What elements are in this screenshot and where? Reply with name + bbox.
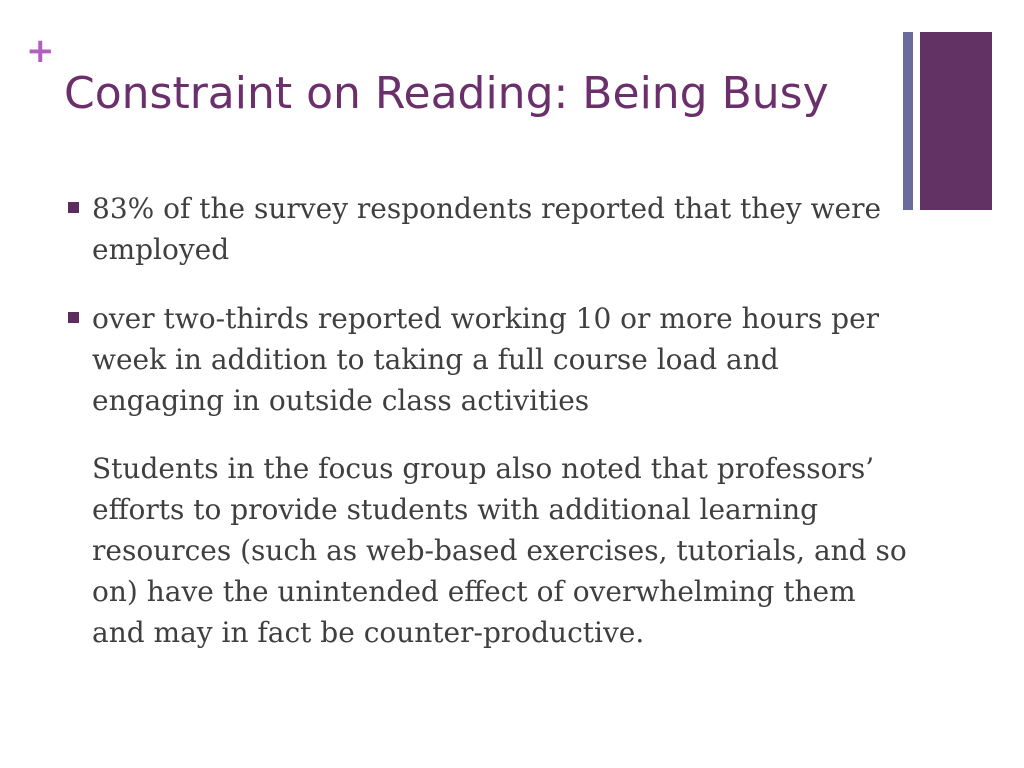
square-bullet-icon [68,202,79,213]
decorative-thin-bar [903,32,913,210]
slide-title: Constraint on Reading: Being Busy [64,68,829,119]
body-paragraph: Students in the focus group also noted that professors’ efforts to provide students with additional learning resources (such as web-based exercises, tutorials, and so on) have the unintended effect of overwhelming them and may in fact be counter-productive. [92,452,907,649]
bullet-text: 83% of the survey respondents reported that they were employed [92,192,882,266]
square-bullet-icon [68,312,79,323]
bullet-text: over two-thirds reported working 10 or more hours per week in addition to taking a full course load and engaging in outside class activities [92,302,880,417]
plus-icon: + [26,31,55,71]
bullet-item [66,298,906,421]
bullet-item [66,188,906,270]
bullet-list [66,188,906,449]
decorative-thick-bar [920,32,992,210]
